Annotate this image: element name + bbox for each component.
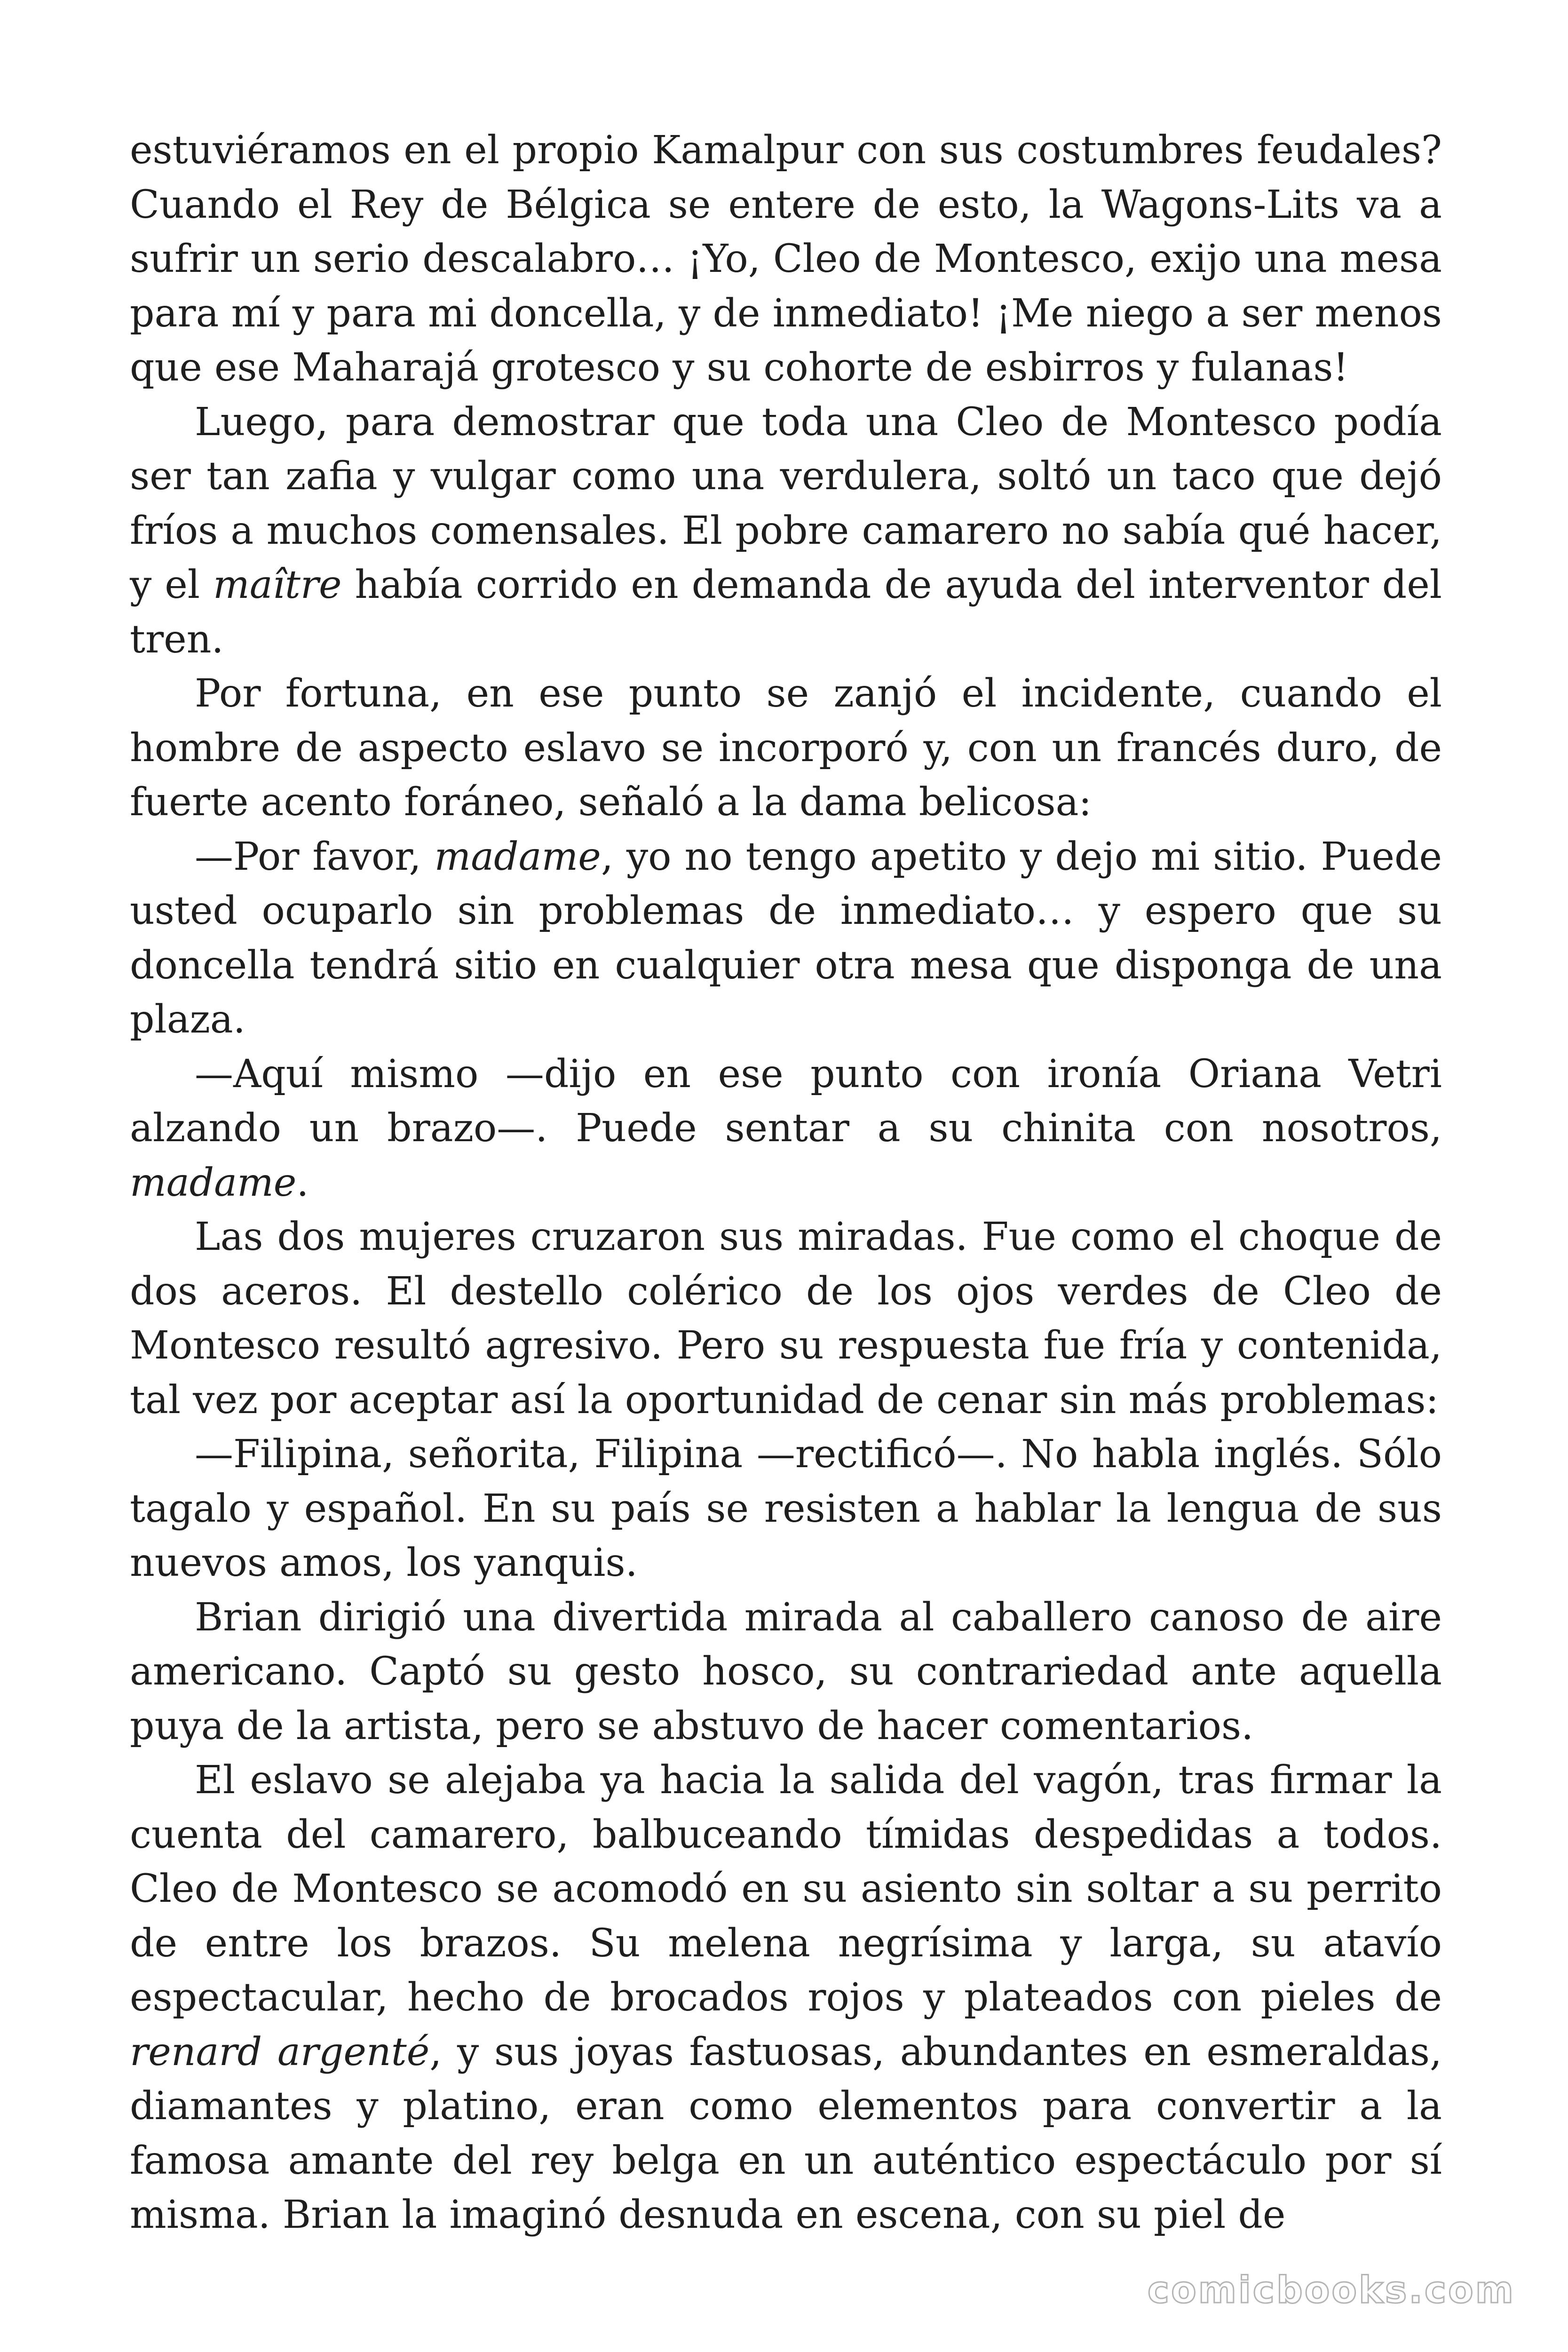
paragraph — [130, 1210, 1442, 1427]
paragraph — [130, 1753, 1442, 2242]
watermark: comicbooks.com — [1147, 2269, 1515, 2312]
paragraph — [130, 395, 1442, 667]
paragraph — [130, 1427, 1442, 1590]
paragraph-text: había corrido en demanda de ayuda del interventor del tren. — [130, 563, 1442, 662]
paragraph-text: , y sus joyas fastuosas, abundantes en esmeraldas, diamantes y platino, eran como elementos para convertir a la famosa amante del rey belga en un auténtico espectáculo por sí misma. Brian la imaginó desnuda en escena, con su piel de — [130, 2029, 1442, 2237]
paragraph-text: El eslavo se alejaba ya hacia la salida del vagón, tras firmar la cuenta del camarero, balbuceando tímidas despedidas a todos. Cleo de Montesco se acomodó en su asiento sin soltar a su perrito de entre los brazos. Su melena negrísima y larga, su atavío espectacular, hecho de brocados rojos y plateados con pieles de — [130, 1758, 1442, 2020]
italic-text: maître — [213, 563, 342, 607]
paragraph-text: Luego, para demostrar que toda una Cleo de Montesco podía ser tan zafia y vulgar como una verdulera, soltó un taco que dejó fríos a muchos comensales. El pobre camarero no sabía qué hacer, y el — [130, 399, 1442, 607]
body-text — [130, 123, 1442, 2242]
paragraph — [130, 123, 1442, 395]
paragraph-text: Brian dirigió una divertida mirada al caballero canoso de aire americano. Captó su gesto hosco, su contrariedad ante aquella puya de la artista, pero se abstuvo de hacer comentarios. — [130, 1595, 1442, 1748]
paragraph — [130, 1047, 1442, 1210]
paragraph — [130, 830, 1442, 1047]
italic-text: madame — [434, 834, 601, 879]
paragraph-text: —Aquí mismo —dijo en ese punto con ironía Oriana Vetri alzando un brazo—. Puede sentar a su chinita con nosotros, — [130, 1051, 1442, 1151]
paragraph — [130, 667, 1442, 830]
italic-text: renard argenté — [130, 2029, 430, 2074]
italic-text: madame — [130, 1160, 297, 1205]
paragraph-text: —Por favor, — [195, 834, 435, 879]
paragraph-text: estuviéramos en el propio Kamalpur con sus costumbres feudales? Cuando el Rey de Bélgica se entere de esto, la Wagons-Lits va a sufrir un serio descalabro… ¡Yo, Cleo de Montesco, exijo una mesa para mí y para mi doncella, y de inmediato! ¡Me niego a ser menos que ese Maharajá grotesco y su cohorte de esbirros y fulanas! — [130, 128, 1442, 390]
paragraph-text: Las dos mujeres cruzaron sus miradas. Fue como el choque de dos aceros. El destello colérico de los ojos verdes de Cleo de Montesco resultó agresivo. Pero su respuesta fue fría y contenida, tal vez por aceptar así la oportunidad de cenar sin más problemas: — [130, 1215, 1442, 1422]
paragraph-text: —Filipina, señorita, Filipina —rectificó—. No habla inglés. Sólo tagalo y español. En su país se resisten a hablar la lengua de sus nuevos amos, los yanquis. — [130, 1432, 1442, 1585]
paragraph-text: Por fortuna, en ese punto se zanjó el incidente, cuando el hombre de aspecto eslavo se incorporó y, con un francés duro, de fuerte acento foráneo, señaló a la dama belicosa: — [130, 671, 1442, 825]
paragraph — [130, 1590, 1442, 1754]
paragraph-text: . — [296, 1160, 309, 1205]
paragraph-text: , yo no tengo apetito y dejo mi sitio. Puede usted ocuparlo sin problemas de inmediato… y espero que su doncella tendrá sitio en cualquier otra mesa que disponga de una plaza. — [130, 834, 1442, 1042]
